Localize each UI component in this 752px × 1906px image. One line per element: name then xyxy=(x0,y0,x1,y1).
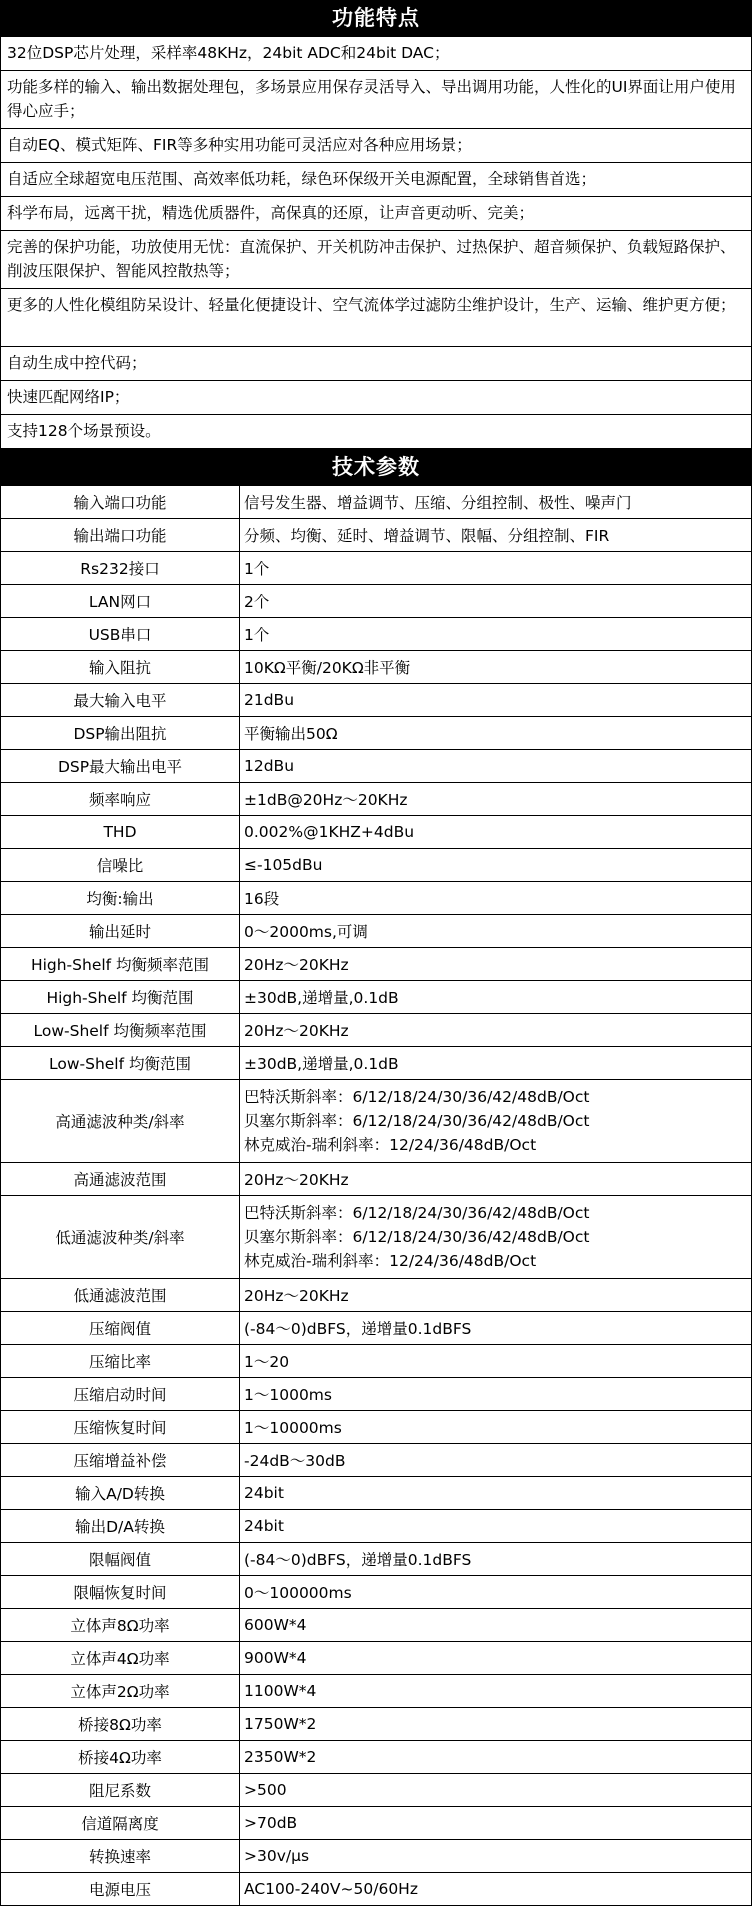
spec-value xyxy=(240,1279,751,1311)
spec-row xyxy=(1,848,751,881)
spec-value xyxy=(240,1543,751,1575)
spec-value xyxy=(240,1312,751,1344)
spec-value-line: >500 xyxy=(244,1781,287,1799)
spec-value-line: 1750W*2 xyxy=(244,1715,317,1733)
spec-value xyxy=(240,1345,751,1377)
spec-row xyxy=(1,1542,751,1575)
spec-value xyxy=(240,1196,751,1278)
spec-value xyxy=(240,849,751,881)
spec-value xyxy=(240,948,751,980)
spec-value-line: ±1dB@20Hz～20KHz xyxy=(244,791,408,809)
spec-value-line: 12dBu xyxy=(244,757,295,775)
spec-value-line: 24bit xyxy=(244,1517,284,1535)
spec-row xyxy=(1,1773,751,1806)
spec-name: 高通滤波范围 xyxy=(1,1163,240,1195)
spec-name: LAN网口 xyxy=(1,585,240,617)
spec-row xyxy=(1,881,751,914)
spec-row xyxy=(1,518,751,551)
spec-value xyxy=(240,1510,751,1542)
spec-row xyxy=(1,650,751,683)
spec-name: 桥接4Ω功率 xyxy=(1,1741,240,1773)
feature-item: 快速匹配网络IP； xyxy=(1,380,751,414)
spec-value-line: 900W*4 xyxy=(244,1649,307,1667)
feature-item: 自动EQ、模式矩阵、FIR等多种实用功能可灵活应对各种应用场景； xyxy=(1,128,751,162)
spec-value xyxy=(240,1378,751,1410)
spec-name: 输入端口功能 xyxy=(1,486,240,518)
spec-row xyxy=(1,1443,751,1476)
spec-row xyxy=(1,1641,751,1674)
spec-value-line: >70dB xyxy=(244,1814,298,1832)
spec-value-line: 平衡输出50Ω xyxy=(244,725,338,743)
spec-name: 电源电压 xyxy=(1,1873,240,1905)
spec-row xyxy=(1,1410,751,1443)
spec-row xyxy=(1,815,751,848)
spec-value-line: 1～1000ms xyxy=(244,1386,332,1404)
spec-value-line: 20Hz～20KHz xyxy=(244,956,349,974)
spec-row xyxy=(1,947,751,980)
spec-name: Low-Shelf 均衡频率范围 xyxy=(1,1014,240,1046)
spec-value-line: 20Hz～20KHz xyxy=(244,1171,349,1189)
spec-value xyxy=(240,1873,751,1905)
spec-value xyxy=(240,585,751,617)
spec-name: 频率响应 xyxy=(1,783,240,815)
spec-name: High-Shelf 均衡频率范围 xyxy=(1,948,240,980)
spec-name: 桥接8Ω功率 xyxy=(1,1708,240,1740)
spec-value-line: 0～100000ms xyxy=(244,1584,352,1602)
specs-table xyxy=(1,485,751,1905)
spec-value xyxy=(240,552,751,584)
feature-item: 支持128个场景预设。 xyxy=(1,414,751,448)
spec-name: Rs232接口 xyxy=(1,552,240,584)
spec-row xyxy=(1,1046,751,1079)
spec-value-line: 20Hz～20KHz xyxy=(244,1287,349,1305)
spec-name: 限幅恢复时间 xyxy=(1,1576,240,1608)
spec-value xyxy=(240,915,751,947)
spec-name: 压缩启动时间 xyxy=(1,1378,240,1410)
spec-value xyxy=(240,783,751,815)
spec-value xyxy=(240,1774,751,1806)
spec-value-line: 1～10000ms xyxy=(244,1419,342,1437)
spec-row xyxy=(1,1740,751,1773)
spec-row xyxy=(1,1674,751,1707)
features-header: 功能特点 xyxy=(1,0,751,36)
feature-item: 功能多样的输入、输出数据处理包，多场景应用保存灵活导入、导出调用功能，人性化的UI界面让用户使用得心应手； xyxy=(1,70,751,128)
spec-value xyxy=(240,1080,751,1162)
spec-value xyxy=(240,1014,751,1046)
spec-value-line: 24bit xyxy=(244,1484,284,1502)
feature-item: 科学布局，远离干扰，精选优质器件，高保真的还原，让声音更动听、完美； xyxy=(1,196,751,230)
spec-value xyxy=(240,717,751,749)
spec-row xyxy=(1,683,751,716)
spec-value-line: 1个 xyxy=(244,626,270,644)
spec-value-line: 分频、均衡、延时、增益调节、限幅、分组控制、FIR xyxy=(244,527,610,545)
spec-name: High-Shelf 均衡范围 xyxy=(1,981,240,1013)
spec-row xyxy=(1,1707,751,1740)
spec-value xyxy=(240,750,751,782)
spec-value-line: 信号发生器、增益调节、压缩、分组控制、极性、噪声门 xyxy=(244,494,632,512)
spec-row xyxy=(1,1839,751,1872)
spec-value xyxy=(240,1576,751,1608)
spec-name: 限幅阀值 xyxy=(1,1543,240,1575)
spec-name: USB串口 xyxy=(1,618,240,650)
spec-value-line: 贝塞尔斯斜率：6/12/18/24/30/36/42/48dB/Oct xyxy=(244,1228,590,1246)
feature-item: 自动生成中控代码； xyxy=(1,346,751,380)
spec-value-line: ±30dB,递增量,0.1dB xyxy=(244,989,399,1007)
feature-item: 更多的人性化模组防呆设计、轻量化便捷设计、空气流体学过滤防尘维护设计，生产、运输、维护更方便； xyxy=(1,288,751,346)
spec-row xyxy=(1,1195,751,1278)
spec-row xyxy=(1,716,751,749)
spec-value xyxy=(240,882,751,914)
spec-name: 最大输入电平 xyxy=(1,684,240,716)
spec-name: 转换速率 xyxy=(1,1840,240,1872)
spec-row xyxy=(1,914,751,947)
spec-row xyxy=(1,1344,751,1377)
spec-row xyxy=(1,749,751,782)
spec-value xyxy=(240,816,751,848)
spec-name: 低通滤波种类/斜率 xyxy=(1,1196,240,1278)
spec-row xyxy=(1,617,751,650)
spec-value-line: 贝塞尔斯斜率：6/12/18/24/30/36/42/48dB/Oct xyxy=(244,1112,590,1130)
specs-header: 技术参数 xyxy=(1,448,751,485)
spec-name: 压缩阀值 xyxy=(1,1312,240,1344)
feature-item: 完善的保护功能，功放使用无忧：直流保护、开关机防冲击保护、过热保护、超音频保护、负载短路保护、削波压限保护、智能风控散热等； xyxy=(1,230,751,288)
spec-name: 高通滤波种类/斜率 xyxy=(1,1080,240,1162)
spec-name: 立体声2Ω功率 xyxy=(1,1675,240,1707)
spec-value xyxy=(240,1477,751,1509)
spec-name: 低通滤波范围 xyxy=(1,1279,240,1311)
spec-value xyxy=(240,1807,751,1839)
feature-item: 自适应全球超宽电压范围、高效率低功耗，绿色环保级开关电源配置，全球销售首选； xyxy=(1,162,751,196)
spec-value xyxy=(240,1642,751,1674)
spec-value xyxy=(240,1411,751,1443)
spec-name: 输出端口功能 xyxy=(1,519,240,551)
spec-name: 信道隔离度 xyxy=(1,1807,240,1839)
spec-row xyxy=(1,1575,751,1608)
spec-value-line: AC100-240V~50/60Hz xyxy=(244,1880,418,1898)
spec-name: 立体声8Ω功率 xyxy=(1,1609,240,1641)
spec-value-line: >30v/μs xyxy=(244,1847,310,1865)
spec-value xyxy=(240,519,751,551)
spec-value-line: 20Hz～20KHz xyxy=(244,1022,349,1040)
spec-value-line: -24dB～30dB xyxy=(244,1452,346,1470)
spec-row xyxy=(1,1377,751,1410)
spec-value-line: 1～20 xyxy=(244,1353,290,1371)
spec-name: 输出延时 xyxy=(1,915,240,947)
feature-item: 32位DSP芯片处理，采样率48KHz，24bit ADC和24bit DAC； xyxy=(1,36,751,70)
spec-name: 压缩恢复时间 xyxy=(1,1411,240,1443)
spec-value xyxy=(240,1675,751,1707)
spec-name: 均衡:输出 xyxy=(1,882,240,914)
spec-value-line: 21dBu xyxy=(244,691,295,709)
spec-row xyxy=(1,1162,751,1195)
spec-name: 压缩增益补偿 xyxy=(1,1444,240,1476)
spec-value-line: 600W*4 xyxy=(244,1616,307,1634)
spec-row xyxy=(1,485,751,518)
spec-name: 输入A/D转换 xyxy=(1,1477,240,1509)
spec-row xyxy=(1,1806,751,1839)
spec-value xyxy=(240,1163,751,1195)
spec-row xyxy=(1,1311,751,1344)
spec-name: 阻尼系数 xyxy=(1,1774,240,1806)
spec-row xyxy=(1,584,751,617)
spec-value xyxy=(240,618,751,650)
spec-value-line: 2个 xyxy=(244,593,270,611)
spec-value xyxy=(240,651,751,683)
features-list xyxy=(1,36,751,448)
spec-value xyxy=(240,1741,751,1773)
spec-value-line: 1100W*4 xyxy=(244,1682,317,1700)
spec-row xyxy=(1,1079,751,1162)
spec-name: 压缩比率 xyxy=(1,1345,240,1377)
spec-row xyxy=(1,980,751,1013)
spec-name: 输入阻抗 xyxy=(1,651,240,683)
spec-value-line: 林克威治-瑞利斜率：12/24/36/48dB/Oct xyxy=(244,1136,537,1154)
spec-value-line: 1个 xyxy=(244,560,270,578)
spec-row xyxy=(1,1509,751,1542)
spec-value xyxy=(240,684,751,716)
spec-value-line: ≤-105dBu xyxy=(244,856,323,874)
spec-row xyxy=(1,1013,751,1046)
spec-row xyxy=(1,782,751,815)
spec-name: THD xyxy=(1,816,240,848)
spec-row xyxy=(1,1872,751,1905)
spec-value-line: 巴特沃斯斜率：6/12/18/24/30/36/42/48dB/Oct xyxy=(244,1088,590,1106)
spec-row xyxy=(1,1278,751,1311)
spec-name: DSP输出阻抗 xyxy=(1,717,240,749)
spec-value xyxy=(240,1444,751,1476)
spec-value-line: 0.002%@1KHZ+4dBu xyxy=(244,823,415,841)
spec-value xyxy=(240,486,751,518)
spec-value-line: 2350W*2 xyxy=(244,1748,317,1766)
spec-value-line: 16段 xyxy=(244,890,280,908)
spec-value-line: 巴特沃斯斜率：6/12/18/24/30/36/42/48dB/Oct xyxy=(244,1204,590,1222)
spec-value-line: 10KΩ平衡/20KΩ非平衡 xyxy=(244,659,411,677)
spec-row xyxy=(1,1608,751,1641)
spec-name: 输出D/A转换 xyxy=(1,1510,240,1542)
spec-value-line: ±30dB,递增量,0.1dB xyxy=(244,1055,399,1073)
spec-value-line: (-84～0)dBFS，递增量0.1dBFS xyxy=(244,1320,472,1338)
spec-row xyxy=(1,551,751,584)
spec-value xyxy=(240,981,751,1013)
spec-value-line: 林克威治-瑞利斜率：12/24/36/48dB/Oct xyxy=(244,1252,537,1270)
spec-value xyxy=(240,1840,751,1872)
spec-name: Low-Shelf 均衡范围 xyxy=(1,1047,240,1079)
spec-value xyxy=(240,1047,751,1079)
spec-name: DSP最大输出电平 xyxy=(1,750,240,782)
spec-value xyxy=(240,1708,751,1740)
spec-value xyxy=(240,1609,751,1641)
spec-value-line: (-84～0)dBFS，递增量0.1dBFS xyxy=(244,1551,472,1569)
spec-value-line: 0～2000ms,可调 xyxy=(244,923,368,941)
spec-name: 立体声4Ω功率 xyxy=(1,1642,240,1674)
spec-row xyxy=(1,1476,751,1509)
spec-name: 信噪比 xyxy=(1,849,240,881)
